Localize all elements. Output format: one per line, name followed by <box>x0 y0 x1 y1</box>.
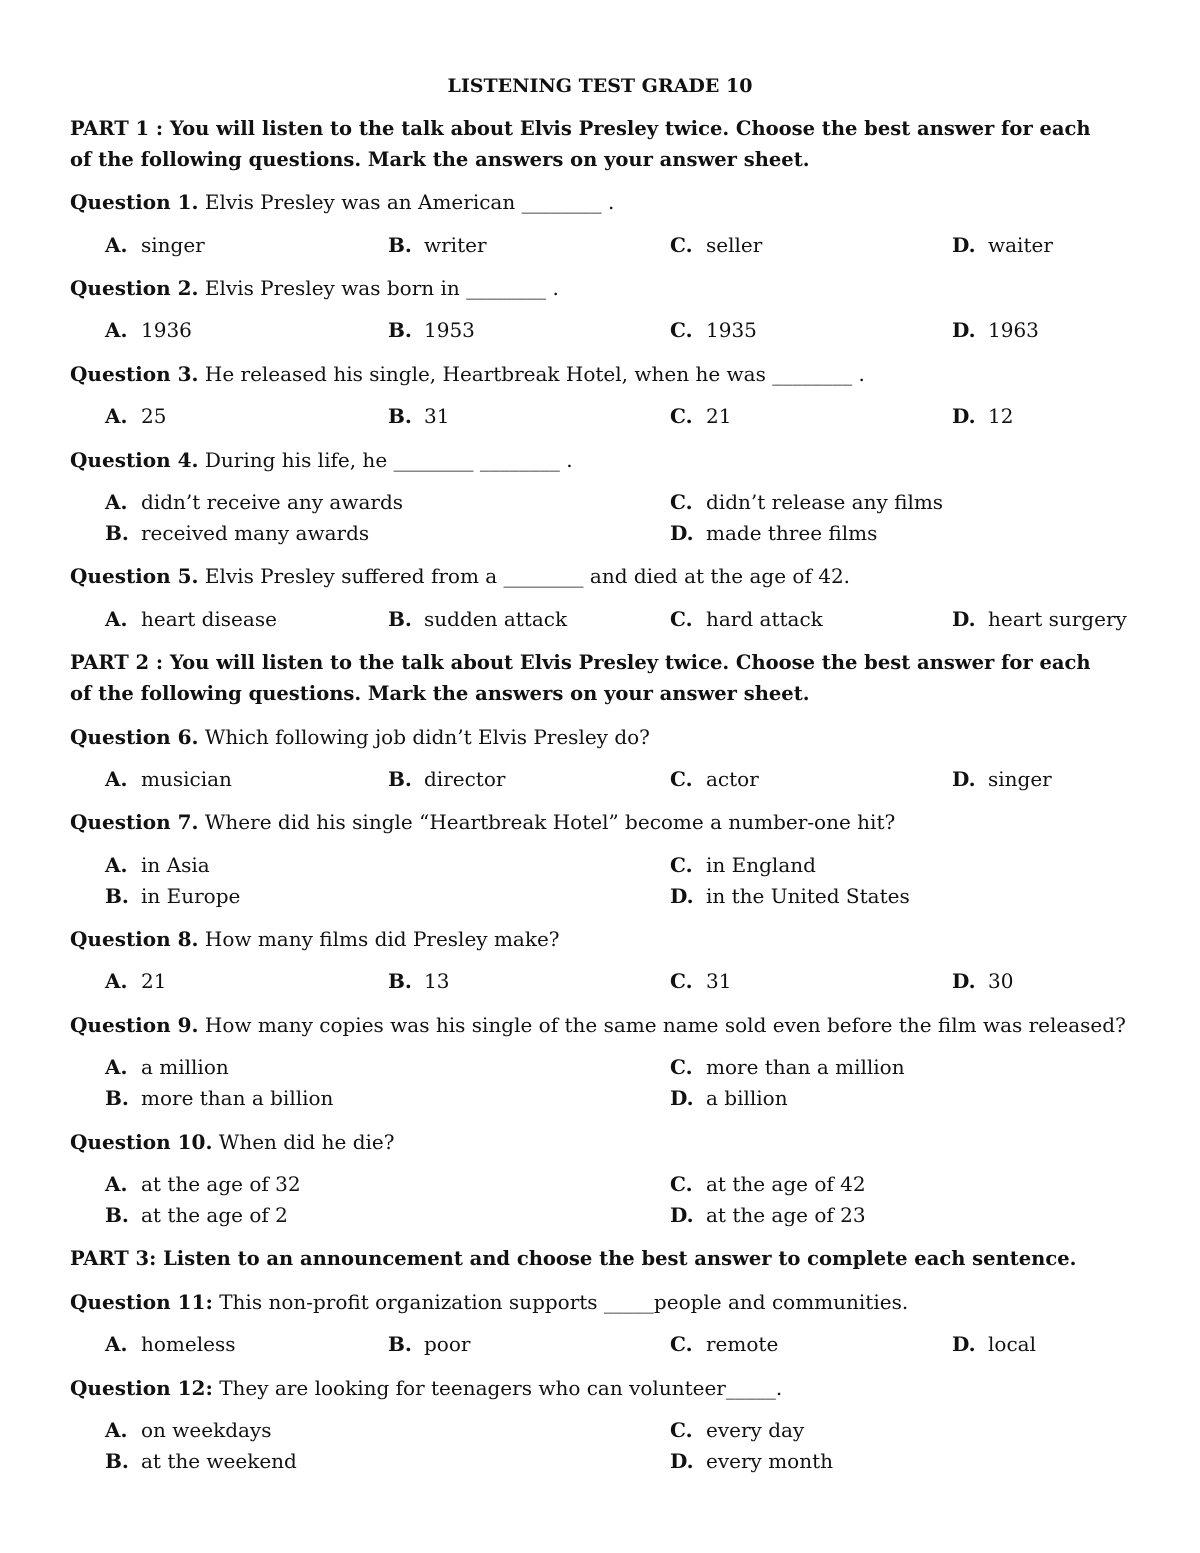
option-a[interactable]: A. 21 <box>105 969 167 993</box>
option-text: hard attack <box>706 607 823 631</box>
option-text: at the weekend <box>141 1449 297 1473</box>
option-text: on weekdays <box>141 1418 272 1442</box>
option-c[interactable]: C. didn’t release any films <box>670 490 944 514</box>
option-c[interactable]: C. every day <box>670 1418 805 1442</box>
option-text: at the age of 32 <box>141 1172 301 1196</box>
option-c[interactable]: C. hard attack <box>670 607 823 631</box>
option-text: 25 <box>141 404 167 428</box>
option-c[interactable]: C. remote <box>670 1332 779 1356</box>
question-text: How many films did Presley make? <box>198 927 560 951</box>
option-text: every day <box>706 1418 805 1442</box>
option-b[interactable]: B. 31 <box>388 404 450 428</box>
question-label: Question 2. <box>70 276 199 300</box>
option-text: heart surgery <box>988 607 1127 631</box>
question-text: He released his single, Heartbreak Hotel, when he was ________ . <box>198 362 865 386</box>
option-text: in England <box>706 853 816 877</box>
option-b[interactable]: B. at the age of 2 <box>105 1203 288 1227</box>
question-11 <box>70 1289 908 1315</box>
option-text: at the age of 23 <box>706 1203 866 1227</box>
option-b[interactable]: B. writer <box>388 233 487 257</box>
option-c[interactable]: C. seller <box>670 233 763 257</box>
option-d[interactable]: D. 30 <box>952 969 1014 993</box>
option-d[interactable]: D. made three films <box>670 521 878 545</box>
question-label: Question 7. <box>70 810 199 834</box>
option-b[interactable]: B. in Europe <box>105 884 241 908</box>
question-text: During his life, he ________ ________ . <box>198 448 573 472</box>
option-a[interactable]: A. on weekdays <box>105 1418 272 1442</box>
option-c[interactable]: C. in England <box>670 853 816 877</box>
option-a[interactable]: A. homeless <box>105 1332 236 1356</box>
option-text: more than a billion <box>141 1086 334 1110</box>
option-c[interactable]: C. actor <box>670 767 759 791</box>
question-2 <box>70 275 559 301</box>
option-a[interactable]: A. musician <box>105 767 232 791</box>
option-d[interactable]: D. 1963 <box>952 318 1039 342</box>
option-b[interactable]: B. director <box>388 767 506 791</box>
question-text: Where did his single “Heartbreak Hotel” become a number-one hit? <box>198 810 896 834</box>
option-text: local <box>988 1332 1036 1356</box>
option-b[interactable]: B. 13 <box>388 969 450 993</box>
option-b[interactable]: B. 1953 <box>388 318 475 342</box>
option-text: singer <box>141 233 205 257</box>
option-text: didn’t receive any awards <box>141 490 404 514</box>
option-a[interactable]: A. heart disease <box>105 607 277 631</box>
question-label: Question 11: <box>70 1290 213 1314</box>
option-text: in the United States <box>706 884 910 908</box>
option-b[interactable]: B. more than a billion <box>105 1086 334 1110</box>
option-text: singer <box>988 767 1052 791</box>
option-text: 1936 <box>141 318 192 342</box>
option-text: every month <box>706 1449 833 1473</box>
question-1 <box>70 189 614 215</box>
option-a[interactable]: A. in Asia <box>105 853 210 877</box>
option-text: musician <box>141 767 232 791</box>
question-7 <box>70 809 895 835</box>
option-text: actor <box>706 767 759 791</box>
question-label: Question 10. <box>70 1130 213 1154</box>
option-text: more than a million <box>706 1055 905 1079</box>
option-c[interactable]: C. 31 <box>670 969 732 993</box>
option-b[interactable]: B. sudden attack <box>388 607 568 631</box>
option-text: received many awards <box>141 521 370 545</box>
question-label: Question 6. <box>70 725 199 749</box>
question-label: Question 8. <box>70 927 199 951</box>
question-text: Elvis Presley suffered from a ________ and died at the age of 42. <box>198 564 851 588</box>
option-b[interactable]: B. poor <box>388 1332 471 1356</box>
question-12 <box>70 1375 782 1401</box>
option-text: at the age of 2 <box>141 1203 288 1227</box>
option-d[interactable]: D. waiter <box>952 233 1053 257</box>
question-3 <box>70 361 865 387</box>
question-label: Question 5. <box>70 564 199 588</box>
option-d[interactable]: D. every month <box>670 1449 833 1473</box>
option-text: writer <box>424 233 487 257</box>
question-5 <box>70 563 850 589</box>
option-text: a million <box>141 1055 229 1079</box>
option-text: 30 <box>988 969 1014 993</box>
part-1-heading: PART 1 : You will listen to the talk about Elvis Presley twice. Choose the best answer for each of the following questions. Mark the answers on your answer sheet. <box>70 117 1091 171</box>
option-text: remote <box>706 1332 779 1356</box>
option-text: at the age of 42 <box>706 1172 866 1196</box>
question-4 <box>70 447 573 473</box>
question-label: Question 9. <box>70 1013 199 1037</box>
option-text: in Asia <box>141 853 210 877</box>
question-9 <box>70 1012 1126 1038</box>
option-text: homeless <box>141 1332 236 1356</box>
option-text: 31 <box>706 969 732 993</box>
option-text: seller <box>706 233 763 257</box>
option-text: sudden attack <box>424 607 568 631</box>
option-text: 21 <box>706 404 732 428</box>
question-text: How many copies was his single of the same name sold even before the film was released? <box>198 1013 1126 1037</box>
question-label: Question 1. <box>70 190 199 214</box>
option-d[interactable]: D. in the United States <box>670 884 910 908</box>
question-label: Question 12: <box>70 1376 213 1400</box>
option-text: 21 <box>141 969 167 993</box>
question-10 <box>70 1129 394 1155</box>
option-text: director <box>424 767 506 791</box>
option-c[interactable]: C. 21 <box>670 404 732 428</box>
question-text: Which following job didn’t Elvis Presley do? <box>198 725 650 749</box>
option-text: 31 <box>424 404 450 428</box>
question-text: This non-profit organization supports _____people and communities. <box>212 1290 909 1314</box>
option-d[interactable]: D. 12 <box>952 404 1014 428</box>
option-a[interactable]: A. a million <box>105 1055 229 1079</box>
option-text: made three films <box>706 521 878 545</box>
question-text: When did he die? <box>212 1130 395 1154</box>
option-text: 1935 <box>706 318 757 342</box>
question-text: They are looking for teenagers who can volunteer_____. <box>212 1376 783 1400</box>
question-label: Question 3. <box>70 362 199 386</box>
option-c[interactable]: C. more than a million <box>670 1055 905 1079</box>
option-a[interactable]: A. at the age of 32 <box>105 1172 301 1196</box>
option-a[interactable]: A. 25 <box>105 404 167 428</box>
option-d[interactable]: D. local <box>952 1332 1036 1356</box>
option-text: 12 <box>988 404 1014 428</box>
option-b[interactable]: B. received many awards <box>105 521 370 545</box>
question-text: Elvis Presley was born in ________ . <box>198 276 559 300</box>
option-text: didn’t release any films <box>706 490 944 514</box>
option-text: a billion <box>706 1086 788 1110</box>
option-d[interactable]: D. at the age of 23 <box>670 1203 866 1227</box>
option-d[interactable]: D. heart surgery <box>952 607 1127 631</box>
part-3-heading: PART 3: Listen to an announcement and choose the best answer to complete each sentence. <box>70 1247 1077 1270</box>
option-text: heart disease <box>141 607 277 631</box>
option-a[interactable]: A. 1936 <box>105 318 192 342</box>
question-8 <box>70 926 560 952</box>
question-6 <box>70 724 650 750</box>
option-text: 1963 <box>988 318 1039 342</box>
question-text: Elvis Presley was an American ________ . <box>198 190 615 214</box>
page-title: LISTENING TEST GRADE 10 <box>447 75 753 97</box>
option-text: in Europe <box>141 884 241 908</box>
option-text: 13 <box>424 969 450 993</box>
option-c[interactable]: C. 1935 <box>670 318 757 342</box>
option-a[interactable]: A. didn’t receive any awards <box>105 490 404 514</box>
option-d[interactable]: D. a billion <box>670 1086 788 1110</box>
option-b[interactable]: B. at the weekend <box>105 1449 297 1473</box>
part-2-heading: PART 2 : You will listen to the talk about Elvis Presley twice. Choose the best answer for each of the following questions. Mark the answers on your answer sheet. <box>70 651 1091 705</box>
question-label: Question 4. <box>70 448 199 472</box>
option-text: poor <box>424 1332 471 1356</box>
option-d[interactable]: D. singer <box>952 767 1052 791</box>
option-a[interactable]: A. singer <box>105 233 205 257</box>
option-text: waiter <box>988 233 1053 257</box>
option-c[interactable]: C. at the age of 42 <box>670 1172 866 1196</box>
option-text: 1953 <box>424 318 475 342</box>
